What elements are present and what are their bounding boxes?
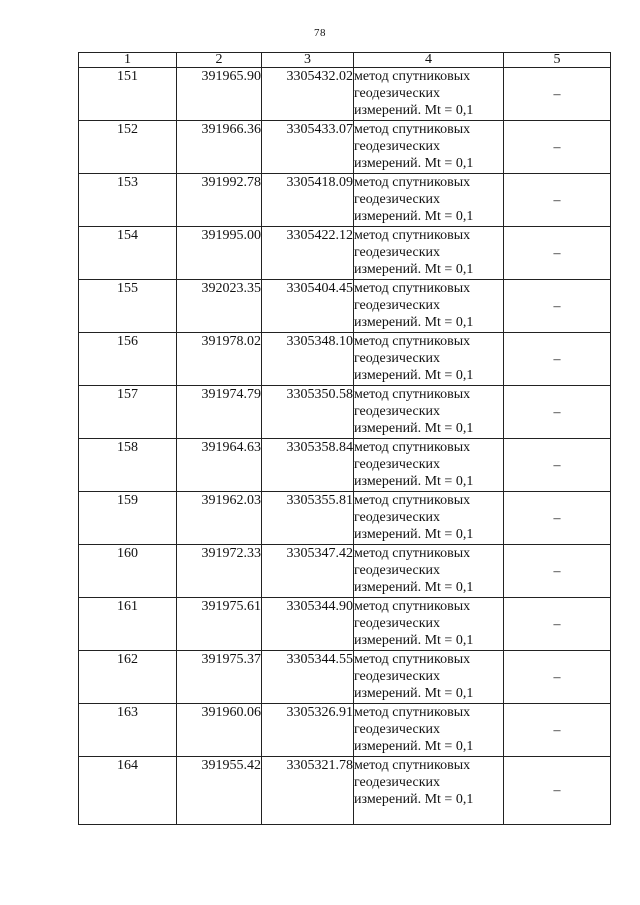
method-cell <box>354 757 504 825</box>
method-cell <box>354 651 504 704</box>
method-cell <box>354 280 504 333</box>
note-cell: – <box>504 439 611 492</box>
table-row <box>79 704 611 757</box>
method-line: геодезических <box>354 722 441 737</box>
method-line: измерений. Mt = 0,1 <box>354 580 474 595</box>
method-line: измерений. Mt = 0,1 <box>354 315 474 330</box>
method-line: метод спутниковых <box>354 69 471 84</box>
method-line: измерений. Mt = 0,1 <box>354 262 474 277</box>
point-number-cell: 160 <box>79 545 177 598</box>
method-line: измерений. Mt = 0,1 <box>354 421 474 436</box>
note-cell: – <box>504 492 611 545</box>
point-number-cell: 161 <box>79 598 177 651</box>
method-cell <box>354 333 504 386</box>
x-coordinate-cell: 391964.63 <box>177 439 262 492</box>
y-coordinate-cell: 3305344.55 <box>262 651 354 704</box>
column-header-4: 4 <box>354 53 504 68</box>
method-cell <box>354 704 504 757</box>
method-line: метод спутниковых <box>354 228 471 243</box>
y-coordinate-cell: 3305350.58 <box>262 386 354 439</box>
x-coordinate-cell: 391978.02 <box>177 333 262 386</box>
method-cell <box>354 386 504 439</box>
note-cell: – <box>504 757 611 825</box>
method-line: геодезических <box>354 457 441 472</box>
method-line: измерений. Mt = 0,1 <box>354 527 474 542</box>
method-cell <box>354 598 504 651</box>
x-coordinate-cell: 391992.78 <box>177 174 262 227</box>
method-line: метод спутниковых <box>354 122 471 137</box>
method-line: метод спутниковых <box>354 281 471 296</box>
y-coordinate-cell: 3305418.09 <box>262 174 354 227</box>
x-coordinate-cell: 391995.00 <box>177 227 262 280</box>
point-number-cell: 152 <box>79 121 177 174</box>
table-row <box>79 174 611 227</box>
point-number-cell: 154 <box>79 227 177 280</box>
method-cell <box>354 174 504 227</box>
method-line: геодезических <box>354 192 441 207</box>
method-line: метод спутниковых <box>354 758 471 773</box>
method-line: геодезических <box>354 669 441 684</box>
x-coordinate-cell: 391962.03 <box>177 492 262 545</box>
method-cell <box>354 545 504 598</box>
x-coordinate-cell: 392023.35 <box>177 280 262 333</box>
y-coordinate-cell: 3305348.10 <box>262 333 354 386</box>
point-number-cell: 156 <box>79 333 177 386</box>
method-line: метод спутниковых <box>354 334 471 349</box>
table-row <box>79 333 611 386</box>
method-line: измерений. Mt = 0,1 <box>354 633 474 648</box>
y-coordinate-cell: 3305432.02 <box>262 68 354 121</box>
y-coordinate-cell: 3305355.81 <box>262 492 354 545</box>
method-line: измерений. Mt = 0,1 <box>354 368 474 383</box>
note-cell: – <box>504 174 611 227</box>
table-header-row <box>79 53 611 68</box>
point-number-cell: 162 <box>79 651 177 704</box>
method-line: геодезических <box>354 775 441 790</box>
column-header-2: 2 <box>177 53 262 68</box>
method-cell <box>354 439 504 492</box>
x-coordinate-cell: 391972.33 <box>177 545 262 598</box>
note-cell: – <box>504 121 611 174</box>
method-line: геодезических <box>354 86 441 101</box>
table-row <box>79 121 611 174</box>
table-row <box>79 439 611 492</box>
y-coordinate-cell: 3305422.12 <box>262 227 354 280</box>
x-coordinate-cell: 391955.42 <box>177 757 262 825</box>
page-number: 78 <box>314 27 326 39</box>
method-line: измерений. Mt = 0,1 <box>354 474 474 489</box>
point-number-cell: 164 <box>79 757 177 825</box>
point-number-cell: 159 <box>79 492 177 545</box>
method-line: метод спутниковых <box>354 440 471 455</box>
method-line: геодезических <box>354 351 441 366</box>
table-row <box>79 386 611 439</box>
method-line: геодезических <box>354 404 441 419</box>
method-line: геодезических <box>354 510 441 525</box>
x-coordinate-cell: 391966.36 <box>177 121 262 174</box>
method-line: измерений. Mt = 0,1 <box>354 686 474 701</box>
point-number-cell: 153 <box>79 174 177 227</box>
method-line: метод спутниковых <box>354 387 471 402</box>
x-coordinate-cell: 391975.37 <box>177 651 262 704</box>
column-header-5: 5 <box>504 53 611 68</box>
method-line: геодезических <box>354 563 441 578</box>
note-cell: – <box>504 651 611 704</box>
note-cell: – <box>504 704 611 757</box>
x-coordinate-cell: 391974.79 <box>177 386 262 439</box>
x-coordinate-cell: 391975.61 <box>177 598 262 651</box>
coordinates-table <box>78 52 611 825</box>
point-number-cell: 151 <box>79 68 177 121</box>
y-coordinate-cell: 3305404.45 <box>262 280 354 333</box>
method-line: измерений. Mt = 0,1 <box>354 103 474 118</box>
note-cell: – <box>504 333 611 386</box>
note-cell: – <box>504 386 611 439</box>
method-cell <box>354 121 504 174</box>
method-line: измерений. Mt = 0,1 <box>354 209 474 224</box>
table-row <box>79 68 611 121</box>
y-coordinate-cell: 3305347.42 <box>262 545 354 598</box>
y-coordinate-cell: 3305321.78 <box>262 757 354 825</box>
note-cell: – <box>504 280 611 333</box>
table-row <box>79 545 611 598</box>
method-line: метод спутниковых <box>354 175 471 190</box>
x-coordinate-cell: 391960.06 <box>177 704 262 757</box>
method-line: метод спутниковых <box>354 652 471 667</box>
point-number-cell: 157 <box>79 386 177 439</box>
note-cell: – <box>504 545 611 598</box>
point-number-cell: 155 <box>79 280 177 333</box>
y-coordinate-cell: 3305433.07 <box>262 121 354 174</box>
table-row <box>79 492 611 545</box>
method-line: геодезических <box>354 616 441 631</box>
column-header-3: 3 <box>262 53 354 68</box>
note-cell: – <box>504 598 611 651</box>
x-coordinate-cell: 391965.90 <box>177 68 262 121</box>
method-line: измерений. Mt = 0,1 <box>354 156 474 171</box>
y-coordinate-cell: 3305358.84 <box>262 439 354 492</box>
method-line: метод спутниковых <box>354 599 471 614</box>
method-line: измерений. Mt = 0,1 <box>354 792 474 807</box>
method-line: метод спутниковых <box>354 546 471 561</box>
method-line: метод спутниковых <box>354 493 471 508</box>
method-line: геодезических <box>354 245 441 260</box>
y-coordinate-cell: 3305326.91 <box>262 704 354 757</box>
table-row <box>79 280 611 333</box>
method-line: измерений. Mt = 0,1 <box>354 739 474 754</box>
y-coordinate-cell: 3305344.90 <box>262 598 354 651</box>
note-cell: – <box>504 227 611 280</box>
method-line: геодезических <box>354 298 441 313</box>
method-line: метод спутниковых <box>354 705 471 720</box>
method-cell <box>354 492 504 545</box>
point-number-cell: 163 <box>79 704 177 757</box>
method-cell <box>354 227 504 280</box>
note-cell: – <box>504 68 611 121</box>
table-row <box>79 651 611 704</box>
table-row <box>79 598 611 651</box>
table-row <box>79 227 611 280</box>
method-cell <box>354 68 504 121</box>
table-row <box>79 757 611 825</box>
point-number-cell: 158 <box>79 439 177 492</box>
method-line: геодезических <box>354 139 441 154</box>
table-body <box>79 68 611 825</box>
column-header-1: 1 <box>79 53 177 68</box>
